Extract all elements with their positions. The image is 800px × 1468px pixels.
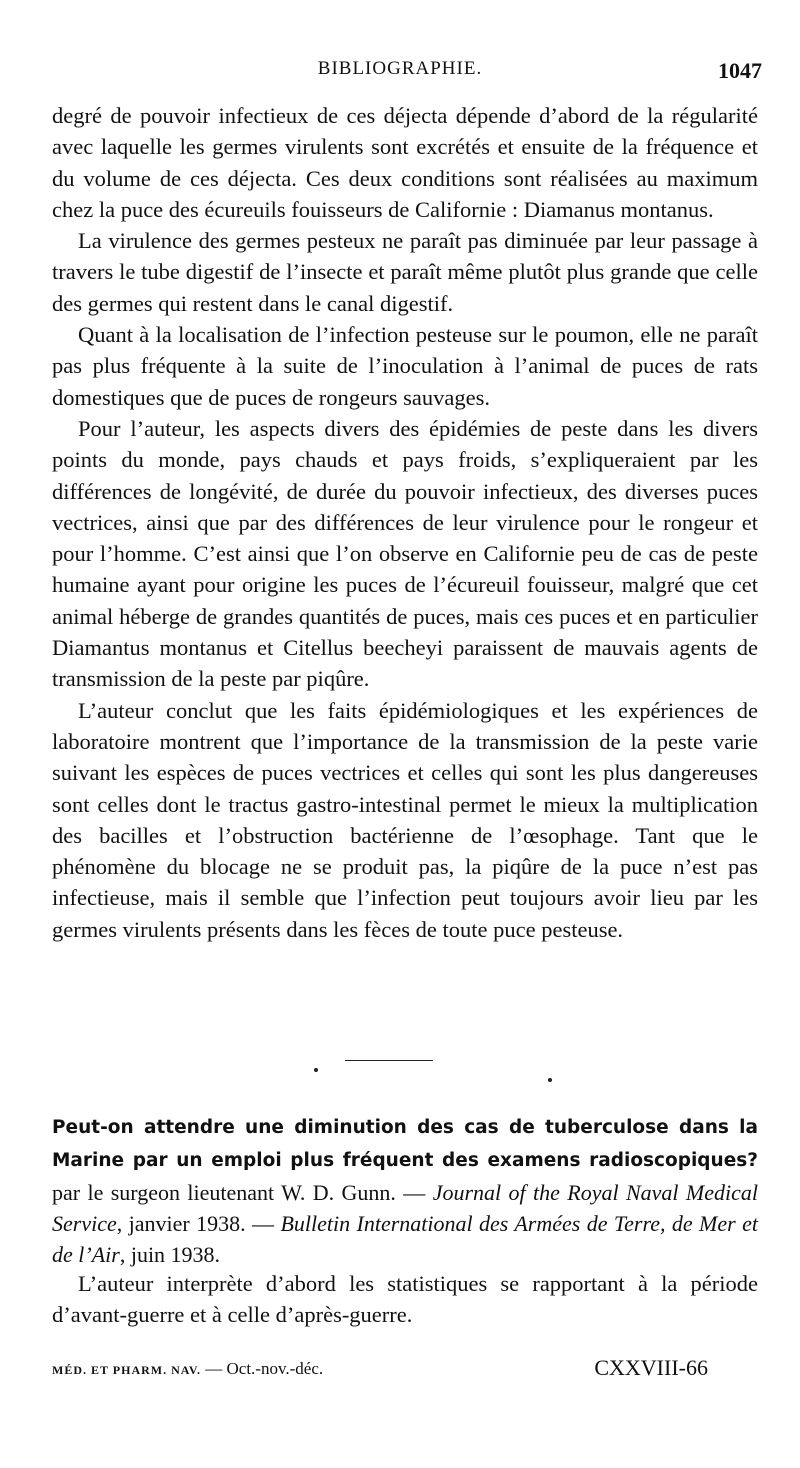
footer-journal <box>52 1359 323 1379</box>
journal-name-1: Journal of the Royal Naval Medical Service <box>52 1179 758 1236</box>
ornament-dot <box>314 1068 318 1072</box>
page-footer <box>52 1355 758 1385</box>
paragraph-4: Pour l’auteur, les aspects divers des épidémies de peste dans les divers points du monde, pays chauds et pays froids, s’expliqueraient par les différences de longévité, de durée du pouvoir infectieux, des diverses puces vectrices, ainsi que par des différences de leur virulence pour le rongeur et pour l’homme. C’est ainsi que l’on observe en Californie peu de cas de peste humaine ayant pour origine les puces de l’écureuil fouisseur, malgré que cet animal héberge de grandes quantités de puces, mais ces puces et en particulier Diamantus montanus et Citellus beecheyi paraissent de mauvais agents de transmission de la peste par piqûre. <box>52 415 758 692</box>
ornament-dot <box>548 1078 552 1082</box>
article-heading <box>52 1110 758 1270</box>
journal-name-2: Bulletin International des Armées de Terre, de Mer et de l’Air <box>52 1210 758 1268</box>
journal-date-2: , juin 1938. <box>119 1242 221 1268</box>
abstract-paragraph: L’auteur interprète d’abord les statistiques se rapportant à la période d’avant-guerre et à celle d’après-guerre. <box>52 1271 758 1328</box>
running-head <box>0 58 800 90</box>
paragraph-1: degré de pouvoir infectieux de ces déjecta dépende d’abord de la régularité avec laquelle les germes virulents sont excrétés et ensuite de la fréquence et du volume de ces déjecta. Ces deux conditions sont réalisées au maximum chez la puce des écureuils fouisseurs de Californie : Diamanus montanus. <box>52 103 758 222</box>
paragraph-3: Quant à la localisation de l’infection pesteuse sur le poumon, elle ne paraît pas plus fréquente à la suite de l’inoculation à l’animal de puces de rats domestiques que de puces de rongeurs sauvages. <box>52 322 758 410</box>
paragraph-5: L’auteur conclut que les faits épidémiologiques et les expériences de laboratoire montrent que l’importance de la transmission de la peste varie suivant les espèces de puces vectrices et celles qui sont les plus dangereuses sont celles dont le tractus gastro-intestinal permet le mieux la multiplication des bacilles et l’obstruction bactérienne de l’œsophage. Tant que le phénomène du blocage ne se produit pas, la piqûre de la puce n’est pas infectieuse, mais il semble que l’infection peut toujours avoir lieu par les germes virulents présents dans les fèces de toute puce pesteuse. <box>52 697 758 942</box>
article-author: par le surgeon lieutenant W. D. Gunn. — <box>52 1179 433 1205</box>
journal-date-1: , janvier 1938. — <box>116 1210 281 1236</box>
footer-journal-abbrev: MÉD. ET PHARM. NAV. <box>52 1363 202 1377</box>
section-title: BIBLIOGRAPHIE. <box>317 58 483 79</box>
footer-signature: CXXVIII-66 <box>594 1355 708 1380</box>
paragraph-2: La virulence des germes pesteux ne paraît pas diminuée par leur passage à travers le tube digestif de l’insecte et paraît même plutôt plus grande que celle des germes qui restent dans le canal digestif. <box>52 228 758 316</box>
page-number: 1047 <box>718 58 762 83</box>
body-text <box>52 100 758 945</box>
article-title: Peut-on attendre une diminution des cas de tuberculose dans la Marine par un emploi plus fréquent des examens radioscopiques? <box>52 1117 758 1172</box>
section-divider <box>345 1060 433 1061</box>
article-abstract <box>52 1268 758 1331</box>
footer-issue: — Oct.-nov.-déc. <box>201 1359 324 1378</box>
